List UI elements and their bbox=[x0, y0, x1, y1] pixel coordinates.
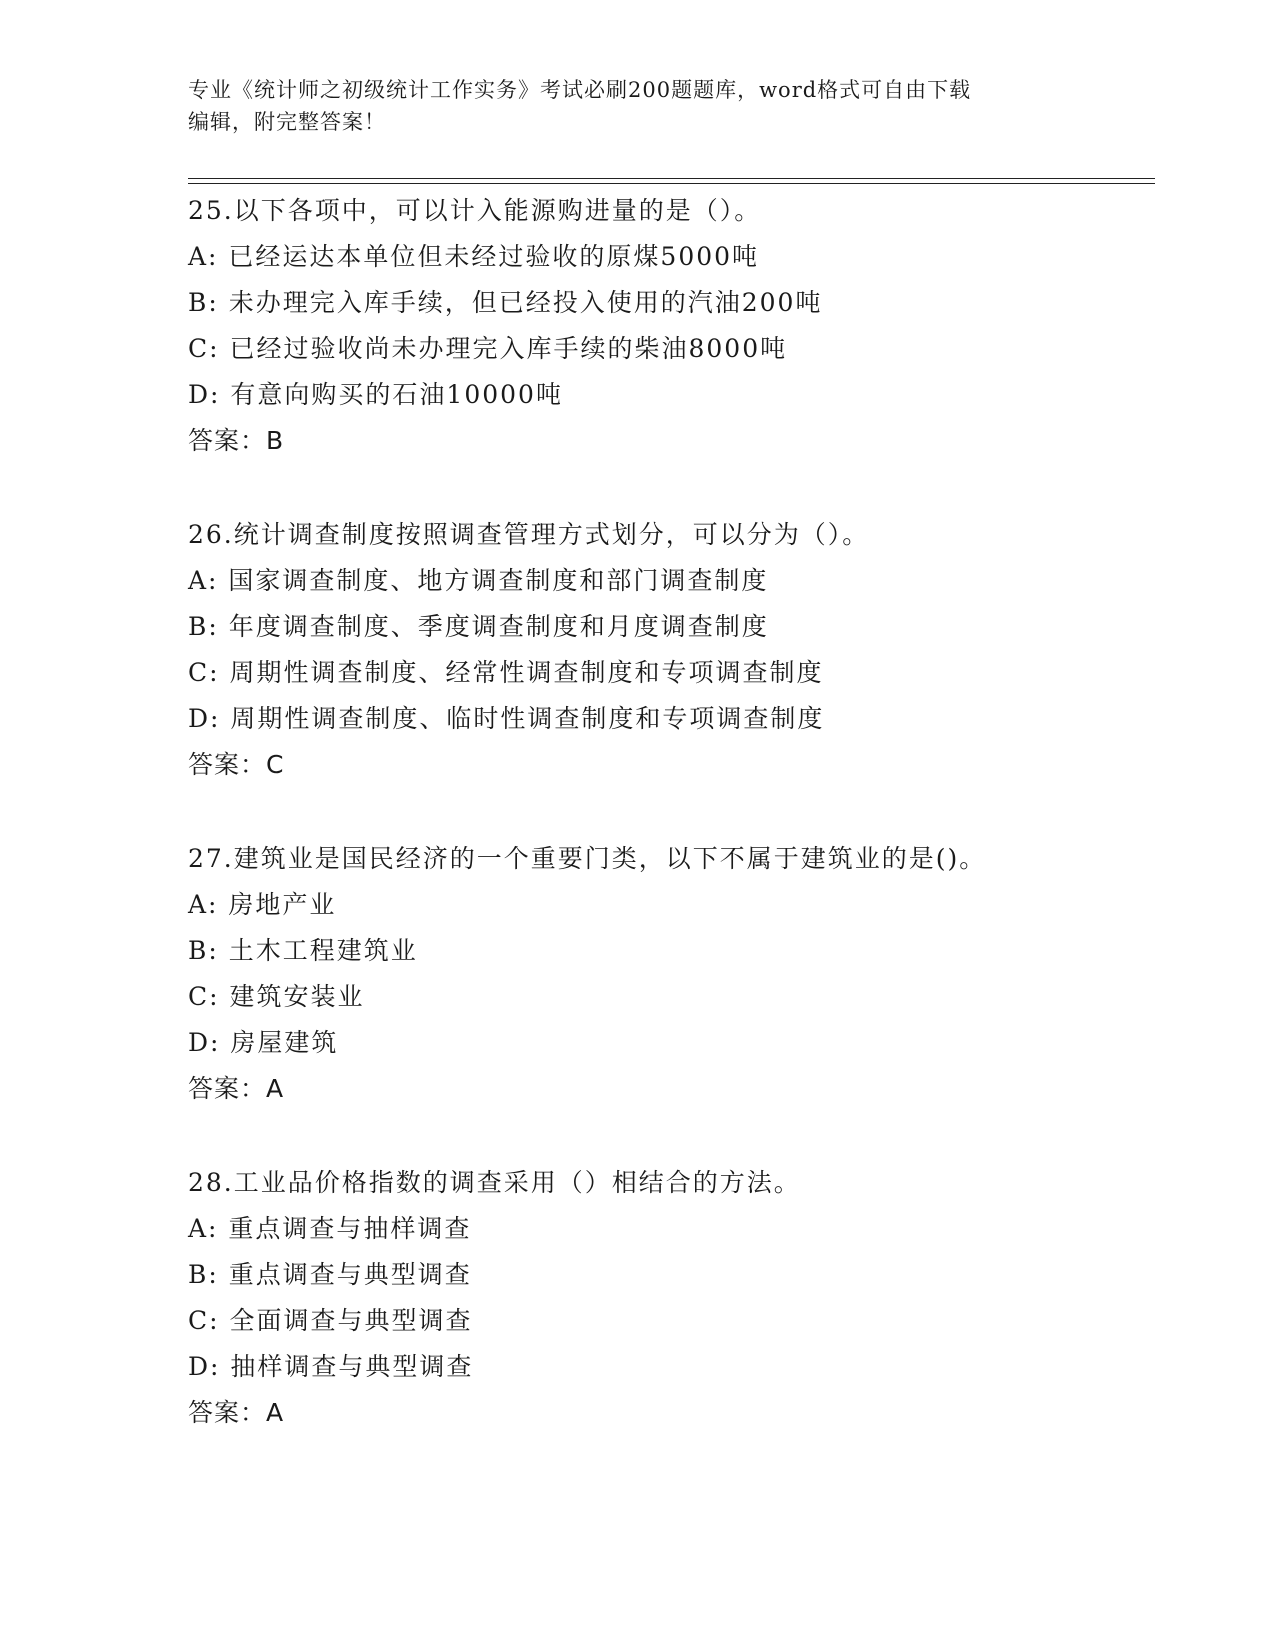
option-d: D: 抽样调查与典型调查 bbox=[188, 1352, 474, 1381]
header-divider-top bbox=[188, 178, 1155, 179]
question-list bbox=[188, 188, 1148, 1484]
option-c: C: 周期性调查制度、经常性调查制度和专项调查制度 bbox=[188, 658, 824, 687]
question-stem: 28.工业品价格指数的调查采用（）相结合的方法。 bbox=[188, 1168, 801, 1197]
question-25 bbox=[188, 188, 1148, 464]
option-c: C: 全面调查与典型调查 bbox=[188, 1306, 473, 1335]
option-c: C: 已经过验收尚未办理完入库手续的柴油8000吨 bbox=[188, 334, 788, 363]
question-stem: 27.建筑业是国民经济的一个重要门类，以下不属于建筑业的是()。 bbox=[188, 844, 987, 873]
option-d: D: 周期性调查制度、临时性调查制度和专项调查制度 bbox=[188, 704, 825, 733]
answer-text: 答案：A bbox=[188, 1398, 285, 1427]
question-stem: 25.以下各项中，可以计入能源购进量的是（）。 bbox=[188, 196, 762, 225]
option-d: D: 有意向购买的石油10000吨 bbox=[188, 380, 563, 409]
header-line-2: 编辑，附完整答案！ bbox=[188, 110, 386, 134]
option-d: D: 房屋建筑 bbox=[188, 1028, 339, 1057]
option-a: A: 房地产业 bbox=[188, 890, 337, 919]
option-b: B: 年度调查制度、季度调查制度和月度调查制度 bbox=[188, 612, 769, 641]
option-b: B: 未办理完入库手续，但已经投入使用的汽油200吨 bbox=[188, 288, 823, 317]
option-a: A: 已经运达本单位但未经过验收的原煤5000吨 bbox=[188, 242, 760, 271]
option-a: A: 国家调查制度、地方调查制度和部门调查制度 bbox=[188, 566, 769, 595]
question-28 bbox=[188, 1160, 1148, 1436]
question-26 bbox=[188, 512, 1148, 788]
answer-text: 答案：A bbox=[188, 1074, 285, 1103]
option-b: B: 重点调查与典型调查 bbox=[188, 1260, 472, 1289]
document-header bbox=[188, 74, 1068, 138]
question-stem: 26.统计调查制度按照调查管理方式划分，可以分为（）。 bbox=[188, 520, 870, 549]
answer-text: 答案：C bbox=[188, 750, 285, 779]
header-line-1: 专业《统计师之初级统计工作实务》考试必刷200题题库，word格式可自由下载 bbox=[188, 78, 972, 102]
option-b: B: 土木工程建筑业 bbox=[188, 936, 418, 965]
header-divider-bottom bbox=[188, 183, 1155, 184]
option-a: A: 重点调查与抽样调查 bbox=[188, 1214, 472, 1243]
question-27 bbox=[188, 836, 1148, 1112]
answer-text: 答案：B bbox=[188, 426, 285, 455]
option-c: C: 建筑安装业 bbox=[188, 982, 365, 1011]
